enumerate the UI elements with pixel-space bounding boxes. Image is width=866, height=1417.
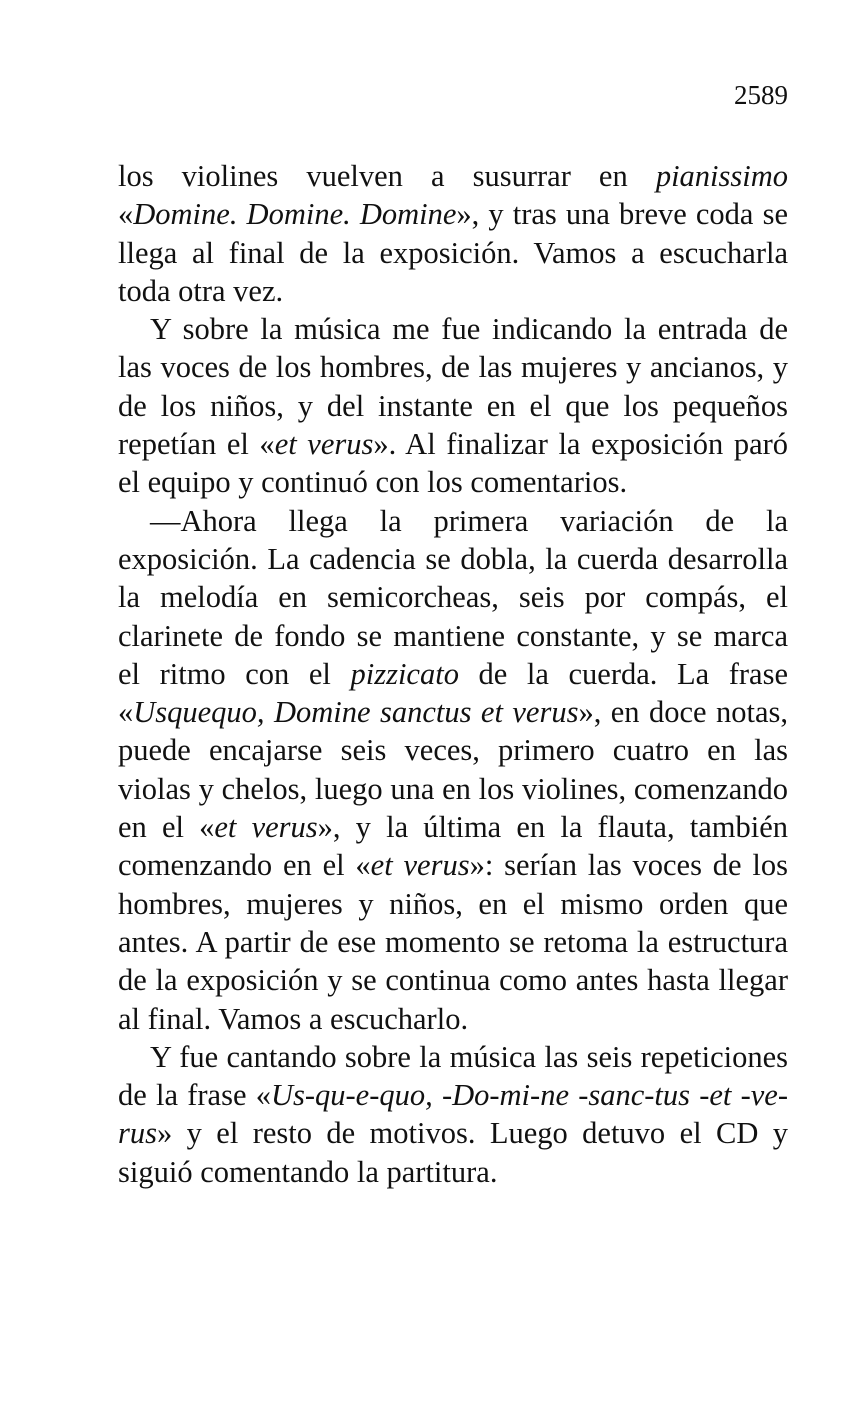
text-run: ». Al finalizar la exposición paró el equipo y continuó con los comentarios.: [118, 427, 789, 500]
italic-text: et verus: [370, 848, 470, 883]
italic-text: pianissimo: [655, 159, 788, 193]
paragraph-4: [118, 1038, 788, 1191]
paragraph-2: [118, 310, 788, 501]
italic-text: et verus: [214, 810, 318, 845]
page-number: 2589: [734, 80, 788, 110]
italic-text: Usquequo, Domine sanctus et verus: [133, 695, 579, 730]
text-run: », y tras una breve coda se llega al final de la exposición. Vamos a escucharla toda otra vez.: [118, 197, 788, 308]
text-run: los violines vuelven a susurrar en: [118, 159, 656, 193]
text-run: »: serían las voces de los hombres, mujeres y niños, en el mismo orden que antes. A partir de ese momento se retoma la estructura de la exposición y se continua como antes hasta llegar al final. Vamos a escucharlo.: [118, 848, 789, 1036]
italic-text: pizzicato: [350, 656, 459, 691]
text-run: » y el resto de motivos. Luego detuvo el CD y siguió comentando la partitura.: [118, 1116, 788, 1189]
italic-text: Us-qu-e-quo, -Do-mi-ne -sanc-tus -et -ve-rus: [118, 1078, 788, 1151]
italic-text: et verus: [274, 427, 374, 462]
text-run: —Ahora llega la primera variación de la exposición. La cadencia se dobla, la cuerda desarrolla la melodía en semicorcheas, seis por compás, el clarinete de fondo se mantiene constante, y se marca el ritmo con el: [118, 503, 788, 691]
paragraph-3: [118, 502, 788, 1038]
text-run: », en doce notas, puede encajarse seis veces, primero cuatro en las violas y chelos, luego una en los violines, comenzando en el «: [118, 695, 788, 845]
italic-text: Domine. Domine. Domine: [133, 197, 457, 232]
paragraph-1: [118, 157, 788, 310]
text-run: », y la última en la flauta, también comenzando en el «: [118, 810, 788, 883]
text-run: Y sobre la música me fue indicando la entrada de las voces de los hombres, de las mujeres y ancianos, y de los niños, y del instante en el que los pequeños repetían el «: [118, 312, 788, 462]
body-text: [118, 157, 788, 1191]
text-run: Y fue cantando sobre la música las seis repeticiones de la frase «: [118, 1039, 788, 1113]
text-run: «: [118, 197, 134, 232]
text-run: de la cuerda. La frase «: [118, 656, 789, 730]
